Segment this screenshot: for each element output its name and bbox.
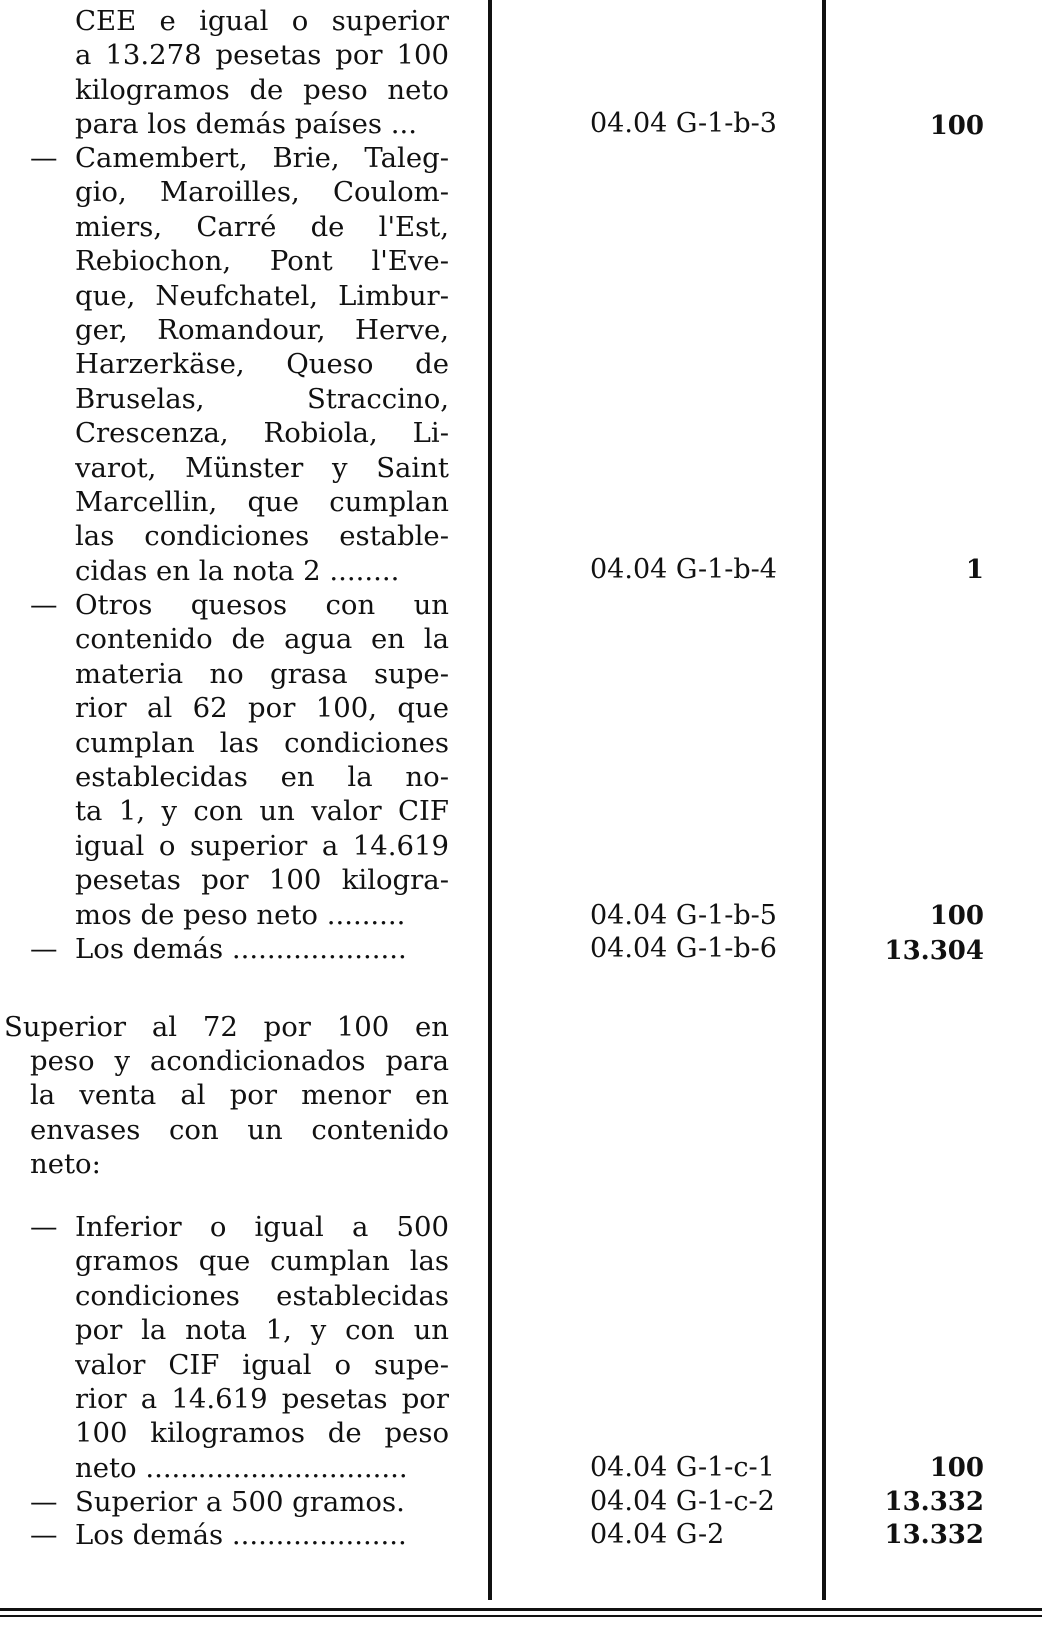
bullet-dash: — [30,1211,58,1243]
duty-value: 100 [929,111,984,141]
description-line: neto .............................. [75,1451,408,1484]
bullet-dash: — [30,589,58,621]
bottom-rule-double [0,1615,1042,1617]
tariff-code: 04.04 G-1-c-2 [590,1486,775,1517]
row-description [75,932,449,966]
description-line: 100 kilogramos de peso [75,1417,449,1450]
description-line: contenido de agua en la [75,623,449,656]
description-line: gio, Maroilles, Coulom- [75,176,449,209]
description-line: Camembert, Brie, Taleg- [75,142,449,174]
description-line: a 13.278 pesetas por 100 [75,39,449,72]
description-line: igual o superior a 14.619 [75,829,449,862]
description-line: Rebiochon, Pont l'Eve- [75,245,449,278]
description-line: las condiciones estable- [75,520,449,553]
description-line: Los demás .................... [75,933,407,965]
description-line: cumplan las condiciones [75,726,449,759]
description-line: para los demás países ... [75,108,417,141]
row-description [75,1210,449,1485]
tariff-code: 04.04 G-1-b-3 [590,108,777,139]
description-line: Inferior o igual a 500 [75,1211,449,1243]
row-description [75,588,449,932]
description-line: por la nota 1, y con un [75,1314,449,1347]
description-line: Marcellin, que cumplan [75,486,449,519]
duty-value: 13.332 [884,1487,984,1517]
column-divider-right [822,0,826,1600]
description-line: gramos que cumplan las [75,1245,449,1278]
description-line: Bruselas, Straccino, [75,382,449,415]
row-description [75,4,449,142]
tariff-code: 04.04 G-1-c-1 [590,1452,775,1483]
description-line: Harzerkäse, Queso de [75,348,449,381]
row-description-continued [30,1044,449,1182]
bullet-dash: — [30,933,58,965]
row-description [75,141,449,588]
description-line: la venta al por menor en [30,1079,449,1112]
duty-value: 13.304 [884,936,984,966]
description-line: Superior a 500 gramos. [75,1486,405,1518]
description-line: condiciones establecidas [75,1279,449,1312]
row-description [75,1518,449,1552]
duty-value: 100 [929,901,984,931]
description-line: Los demás .................... [75,1519,407,1551]
bullet-dash: — [30,1519,58,1551]
description-line: Crescenza, Robiola, Li- [75,417,449,450]
description-line: rior al 62 por 100, que [75,692,449,725]
description-line: mos de peso neto ......... [75,898,406,931]
description-line: neto: [30,1148,101,1181]
description-line: miers, Carré de l'Est, [75,210,449,243]
description-line: ta 1, y con un valor CIF [75,795,449,828]
duty-value: 13.332 [884,1520,984,1550]
description-line: Superior al 72 por 100 en [4,1011,449,1043]
description-line: establecidas en la no- [75,761,449,794]
tariff-code: 04.04 G-2 [590,1519,725,1550]
duty-value: 100 [929,1453,984,1483]
description-line: que, Neufchatel, Limbur- [75,279,449,312]
description-line: envases con un contenido [30,1113,449,1146]
column-divider-left [488,0,492,1600]
description-line: valor CIF igual o supe- [75,1348,449,1381]
description-line: Otros quesos con un [75,589,449,621]
description-line: varot, Münster y Saint [75,451,449,484]
bullet-dash: — [30,142,58,174]
row-description [75,1485,449,1519]
tariff-code: 04.04 G-1-b-4 [590,554,777,585]
description-line: materia no grasa supe- [75,657,449,690]
description-line: rior a 14.619 pesetas por [75,1383,449,1416]
description-line: cidas en la nota 2 ........ [75,554,400,587]
tariff-code: 04.04 G-1-b-6 [590,933,777,964]
bullet-dash: — [30,1486,58,1518]
duty-value: 1 [965,555,984,585]
description-line: CEE e igual o superior [75,5,449,37]
tariff-code: 04.04 G-1-b-5 [590,900,777,931]
description-line: peso y acondicionados para [30,1045,449,1077]
row-description [4,1010,449,1044]
description-line: kilogramos de peso neto [75,73,449,106]
bottom-rule [0,1608,1042,1611]
description-line: pesetas por 100 kilogra- [75,864,449,897]
description-line: ger, Romandour, Herve, [75,314,449,347]
